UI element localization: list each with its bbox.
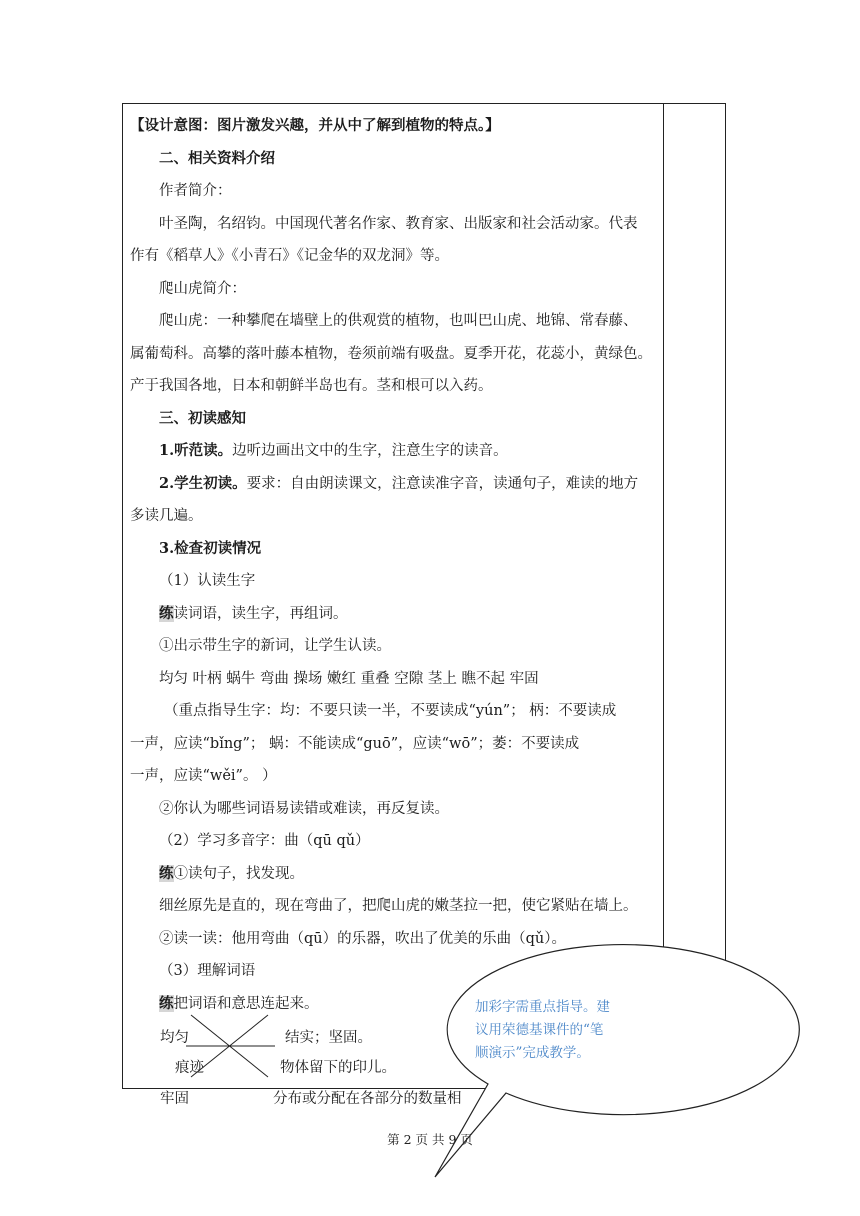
practice-mark: 练 [159, 994, 174, 1012]
sub1-step2: ②你认为哪些词语易读错或难读，再反复读。 [159, 800, 449, 817]
plant-label: 爬山虎简介： [159, 280, 246, 297]
match-left-word: 均匀 [160, 1030, 189, 1046]
note-line1: （重点指导生字：均：不要只读一半，不要读成“yún”； 柄：不要读成 [164, 703, 617, 719]
section3-heading: 三、初读感知 [159, 409, 246, 427]
item2-title: 2.学生初读。 [159, 474, 247, 492]
note-line3: 一声，应读“wěi”。 ） [130, 768, 277, 784]
author-label: 作者简介： [159, 183, 232, 199]
sub3-heading: （3）理解词语 [159, 963, 256, 979]
section2-heading: 二、相关资料介绍 [159, 149, 275, 167]
author-line2: 作有《稻草人》《小青石》《记金华的双龙洞》等。 [130, 248, 449, 264]
sub1-task-text: 读词语，读生字，再组词。 [173, 605, 348, 622]
item1-title: 1.听范读。 [159, 442, 233, 459]
match-left-word: 牢固 [160, 1091, 189, 1107]
word-list: 均匀 叶柄 蜗牛 弯曲 操场 嫩红 重叠 空隙 茎上 瞧不起 牢固 [159, 670, 539, 687]
sub1-step1: ①出示带生字的新词，让学生认读。 [159, 638, 391, 654]
practice-mark: 练 [159, 604, 174, 622]
item2-text: 要求：自由朗读课文，注意读准字音，读通句子，难读的地方 [246, 475, 639, 492]
plant-line3: 产于我国各地，日本和朝鲜半岛也有。茎和根可以入药。 [130, 378, 493, 394]
sub2-heading: （2）学习多音字：曲（qū qǔ） [159, 833, 370, 849]
sub2-task-text: ①读句子，找发现。 [173, 865, 304, 882]
callout-text: 加彩字需重点指导。建 议用荣德基课件的“笔 顺演示”完成教学。 [475, 999, 610, 1061]
sub3-task-text: 把词语和意思连起来。 [173, 995, 319, 1012]
match-left-word: 痕迹 [175, 1060, 204, 1076]
page-footer: 第 2 页 共 9 页 [387, 1132, 473, 1147]
note-line2: 一声，应读“bǐng”； 蜗：不能读成“guō”，应读“wō”；萎：不要读成 [130, 735, 580, 752]
author-line1: 叶圣陶，名绍钧。中国现代著名作家、教育家、出版家和社会活动家。代表 [159, 215, 638, 232]
sub1-heading: （1）认读生字 [159, 573, 256, 589]
item2-cont: 多读几遍。 [130, 508, 203, 524]
plant-line1: 爬山虎：一种攀爬在墙壁上的供观赏的植物，也叫巴山虎、地锦、常春藤、 [159, 313, 638, 329]
item1-text: 边听边画出文中的生字，注意生字的读音。 [232, 443, 508, 459]
practice-mark: 练 [159, 864, 174, 882]
item3: 3.检查初读情况 [159, 539, 262, 557]
design-intent: 【设计意图：图片激发兴趣，并从中了解到植物的特点。】 [130, 117, 500, 134]
match-right-meaning: 结实；坚固。 [285, 1030, 372, 1046]
match-right-meaning: 分布或分配在各部分的数量相 [273, 1091, 462, 1107]
sub2-sentence: 细丝原先是直的，现在弯曲了，把爬山虎的嫩茎拉一把，使它紧贴在墙上。 [159, 898, 638, 914]
match-right-meaning: 物体留下的印儿。 [280, 1060, 396, 1076]
sub2-step2: ②读一读：他用弯曲（qū）的乐器，吹出了优美的乐曲（qǔ）。 [159, 930, 566, 947]
plant-line2: 属葡萄科。高攀的落叶藤本植物，卷须前端有吸盘。夏季开花，花蕊小，黄绿色。 [130, 345, 652, 362]
